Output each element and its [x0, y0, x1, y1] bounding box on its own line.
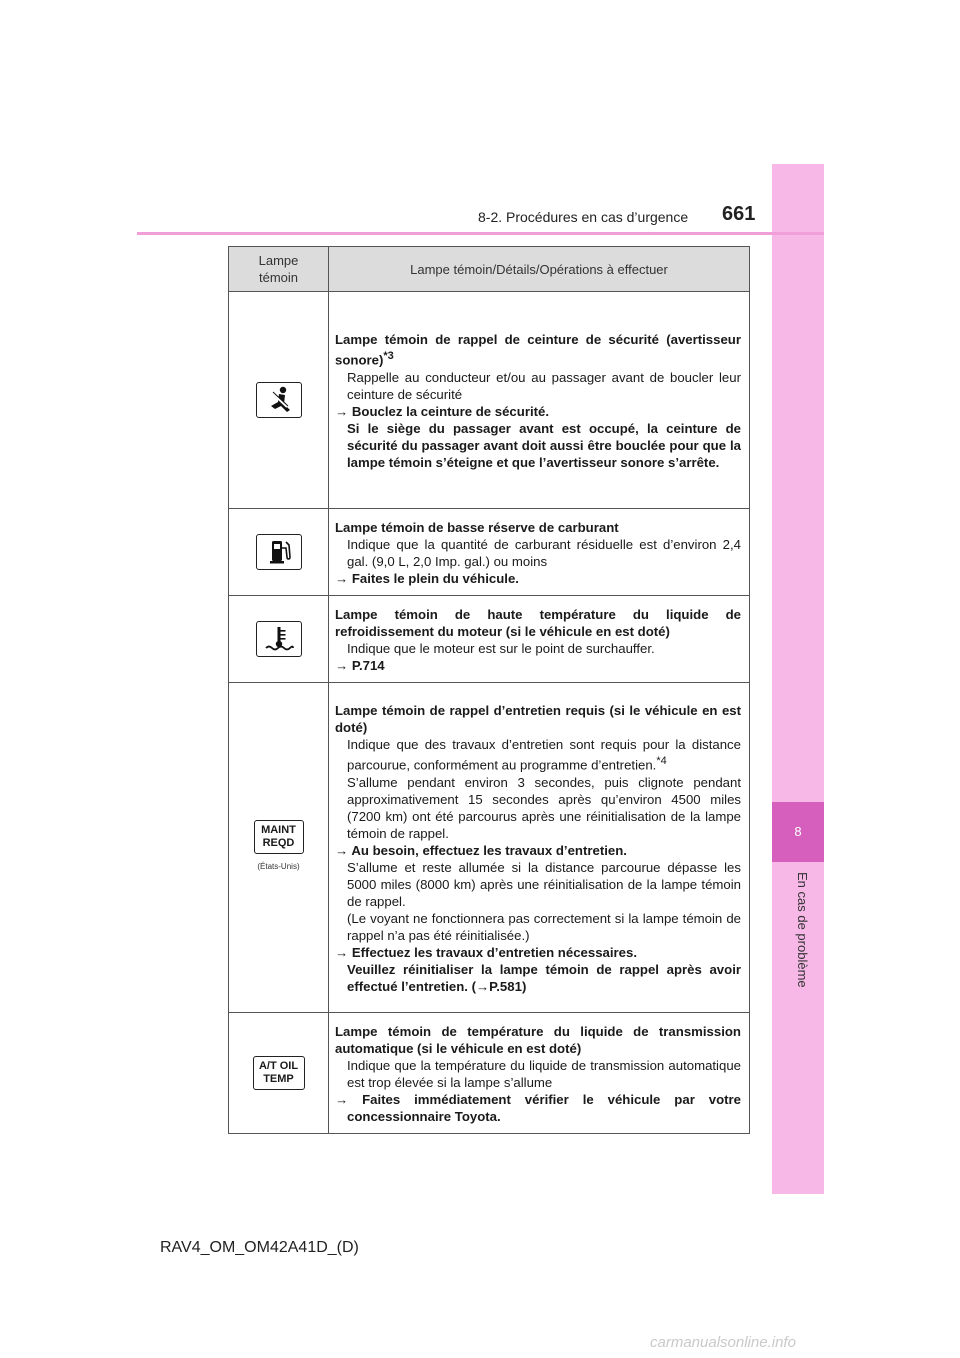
lamp-icon-cell — [229, 596, 329, 683]
lamp-action: → P.714 — [335, 658, 385, 673]
warning-lamps-table — [228, 246, 750, 1134]
page-reference-link[interactable]: P.581 — [489, 978, 522, 994]
chapter-number: 8 — [794, 824, 802, 839]
table-row — [229, 509, 750, 596]
page-number: 661 — [722, 203, 756, 225]
coolant-temperature-icon — [256, 621, 302, 657]
section-title: 8-2. Procédures en cas d’urgence — [478, 209, 689, 225]
lamp-action: → Effectuez les travaux d’entretien nécessaires. — [335, 944, 637, 960]
col-header-details: Lampe témoin/Détails/Opérations à effectuer — [329, 247, 750, 292]
lamp-action: → Bouclez la ceinture de sécurité. — [335, 403, 550, 419]
lamp-title: Lampe témoin de température du liquide de transmission automatique (si le véhicule en est doté) — [335, 1024, 741, 1056]
fuel-pump-icon — [256, 534, 302, 570]
document-code: RAV4_OM_OM42A41D_(D) — [160, 1239, 359, 1256]
lamp-icon-cell — [229, 292, 329, 509]
lamp-action: → Faites le plein du véhicule. — [335, 571, 519, 586]
at-oil-temp-icon: A/T OIL TEMP — [253, 1056, 305, 1090]
lamp-description — [329, 1013, 750, 1134]
lamp-description — [329, 596, 750, 683]
chapter-title: En cas de problème — [795, 872, 810, 988]
lamp-description — [329, 292, 750, 509]
lamp-explanation: Indique que des travaux d’entretien sont requis pour la distance parcourue, conformément au programme d’entretien.$^{*4}$ — [347, 737, 741, 773]
region-label: (États-Unis) — [257, 862, 300, 871]
lamp-title: Lampe témoin de rappel de ceinture de sécurité (avertisseur sonore)$^{*3}$ — [335, 332, 741, 368]
lamp-description — [329, 683, 750, 1013]
lamp-description — [329, 509, 750, 596]
lamp-explanation: Indique que le moteur est sur le point de surchauffer. — [347, 641, 655, 656]
lamp-explanation: Indique que la température du liquide de transmission automatique est trop élevée si la lampe s’allume — [347, 1058, 741, 1090]
lamp-action-detail: Veuillez réinitialiser la lampe témoin de rappel après avoir effectué l’entretien. (→P.581) — [347, 961, 741, 994]
lamp-explanation: S’allume pendant environ 3 secondes, puis clignote pendant approximativement 15 secondes après qu’environ 4500 miles (7200 km) ont été parcourus après une réinitialisation de la lampe témoin de rappel. — [347, 774, 741, 841]
lamp-title: Lampe témoin de basse réserve de carburant — [335, 520, 619, 535]
lamp-icon-cell — [229, 683, 329, 1013]
lamp-explanation: (Le voyant ne fonctionnera pas correctement si la lampe témoin de rappel n’a pas été réinitialisée.) — [347, 910, 741, 943]
lamp-action: → Faites immédiatement vérifier le véhicule par votre concessionnaire Toyota. — [335, 1092, 741, 1124]
table-row — [229, 1013, 750, 1134]
seatbelt-reminder-icon — [256, 382, 302, 418]
table-header-row — [229, 247, 750, 292]
lamp-title: Lampe témoin de rappel d’entretien requis (si le véhicule en est doté) — [335, 703, 741, 736]
watermark: carmanualsonline.info — [650, 1334, 796, 1351]
lamp-action-detail: Si le siège du passager avant est occupé, la ceinture de sécurité du passager avant doit aussi être bouclée pour que la lampe témoin s’éteigne et que l’avertisseur sonore s’arrête. — [347, 420, 741, 470]
table-row — [229, 292, 750, 509]
lamp-explanation: S’allume et reste allumée si la distance parcourue dépasse les 5000 miles (8000 km) après une réinitialisation de la lampe témoin de rappel. — [347, 859, 741, 909]
lamp-title: Lampe témoin de haute température du liquide de refroidissement du moteur (si le véhicule en est doté) — [335, 607, 741, 639]
table-row — [229, 683, 750, 1013]
lamp-action: → Au besoin, effectuez les travaux d’entretien. — [335, 842, 627, 858]
maintenance-required-icon: MAINT REQD — [254, 820, 304, 854]
chapter-side-tab — [772, 164, 824, 1194]
lamp-icon-cell — [229, 1013, 329, 1134]
lamp-explanation: Rappelle au conducteur et/ou au passager avant de boucler leur ceinture de sécurité — [347, 369, 741, 402]
lamp-icon-cell — [229, 509, 329, 596]
col-header-lamp: Lampe témoin — [229, 247, 329, 292]
lamp-explanation: Indique que la quantité de carburant résiduelle est d’environ 2,4 gal. (9,0 L, 2,0 Imp. gal.) ou moins — [347, 537, 741, 569]
header-rule — [137, 232, 824, 235]
table-row — [229, 596, 750, 683]
